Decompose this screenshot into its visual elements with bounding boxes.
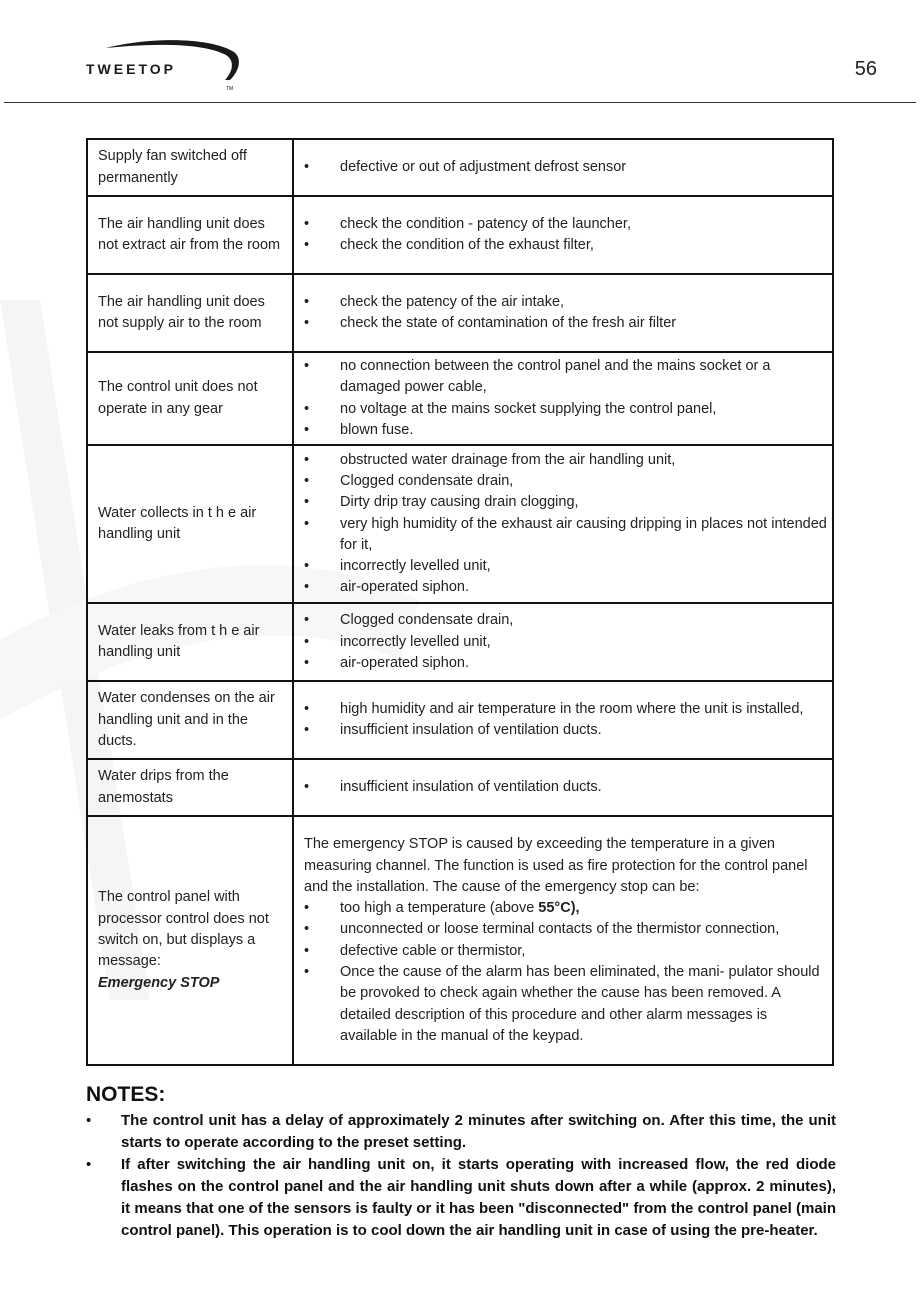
cause-list bbox=[304, 450, 828, 599]
cause-item: • check the condition of the exhaust filter, bbox=[304, 235, 828, 256]
cause-item: • check the state of contamination of the fresh air filter bbox=[304, 313, 828, 334]
emergency-stop-label: Emergency STOP bbox=[98, 974, 220, 991]
cause-cell bbox=[293, 445, 833, 603]
cause-list bbox=[304, 157, 828, 178]
table-row bbox=[87, 603, 833, 681]
cause-cell bbox=[293, 274, 833, 352]
cause-list bbox=[304, 610, 828, 674]
page-header bbox=[0, 0, 920, 104]
cause-list bbox=[304, 699, 828, 742]
page-number: 56 bbox=[854, 58, 877, 80]
note-item: • If after switching the air handling unit on, it starts operating with increased flow, the red diode flashes on the control panel and the air handling unit shuts down after a while (approx. 2 minutes), it means that one of the sensors is faulty or it has been "disconnected" from the control panel (main control panel). This operation is to cool down the air handling unit in case of using the pre-heater. bbox=[86, 1154, 836, 1242]
problem-cell: Water collects in t h e air handling unit bbox=[87, 445, 293, 603]
cause-cell bbox=[293, 603, 833, 681]
problem-text: The control panel with processor control does not switch on, but displays a message: bbox=[98, 889, 269, 970]
logo-text: TWEETOP bbox=[86, 61, 176, 77]
cause-item: • check the patency of the air intake, bbox=[304, 292, 828, 313]
cause-list bbox=[304, 214, 828, 257]
problem-cell: Supply fan switched off permanently bbox=[87, 139, 293, 196]
cause-cell bbox=[293, 352, 833, 445]
cause-item: • insufficient insulation of ventilation ducts. bbox=[304, 777, 828, 798]
cause-item: • obstructed water drainage from the air handling unit, bbox=[304, 450, 828, 471]
troubleshooting-table-body bbox=[87, 139, 833, 1065]
problem-cell: Water leaks from t h e air handling unit bbox=[87, 603, 293, 681]
problem-cell bbox=[87, 816, 293, 1065]
troubleshooting-table bbox=[86, 138, 834, 1066]
temp-value: 55°C), bbox=[538, 900, 580, 917]
table-row bbox=[87, 139, 833, 196]
table-row bbox=[87, 352, 833, 445]
tweetop-logo bbox=[84, 36, 244, 92]
cause-item: • defective cable or thermistor, bbox=[304, 941, 828, 962]
header-divider bbox=[4, 102, 916, 103]
cause-item: • Once the cause of the alarm has been eliminated, the mani- pulator should be provoked to check again whether the cause has been removed. A detailed description of this procedure and other alarm messages is available in the manual of the keypad. bbox=[304, 962, 828, 1047]
cause-item: • check the condition - patency of the launcher, bbox=[304, 214, 828, 235]
problem-cell: Water condenses on the air handling unit and in the ducts. bbox=[87, 681, 293, 759]
note-item: • The control unit has a delay of approximately 2 minutes after switching on. After this time, the unit starts to operate according to the preset setting. bbox=[86, 1110, 836, 1154]
cause-item bbox=[304, 898, 828, 919]
table-row bbox=[87, 759, 833, 816]
cause-item: • air-operated siphon. bbox=[304, 577, 828, 598]
problem-cell: Water drips from the anemostats bbox=[87, 759, 293, 816]
emergency-intro: The emergency STOP is caused by exceeding the temperature in a given measuring channel. The function is used as fire protection for the control panel and the installation. The cause of the emergency stop can be: bbox=[304, 836, 808, 895]
notes-title: NOTES: bbox=[86, 1083, 166, 1106]
cause-item: • Clogged condensate drain, bbox=[304, 471, 828, 492]
problem-cell: The air handling unit does not extract air from the room bbox=[87, 196, 293, 274]
cause-item: • high humidity and air temperature in the room where the unit is installed, bbox=[304, 699, 828, 720]
table-row-emergency bbox=[87, 816, 833, 1065]
cause-item: • air-operated siphon. bbox=[304, 653, 828, 674]
cause-cell bbox=[293, 816, 833, 1065]
cause-list bbox=[304, 777, 828, 798]
cause-item: • Dirty drip tray causing drain clogging, bbox=[304, 492, 828, 513]
cause-item: • incorrectly levelled unit, bbox=[304, 556, 828, 577]
table-row bbox=[87, 681, 833, 759]
cause-item: • blown fuse. bbox=[304, 420, 828, 441]
svg-text:TM: TM bbox=[226, 86, 234, 92]
cause-item: • no voltage at the mains socket supplying the control panel, bbox=[304, 399, 828, 420]
cause-cell bbox=[293, 139, 833, 196]
problem-cell: The air handling unit does not supply air to the room bbox=[87, 274, 293, 352]
cause-item: • no connection between the control panel and the mains socket or a damaged power cable, bbox=[304, 356, 828, 399]
cause-item: • incorrectly levelled unit, bbox=[304, 632, 828, 653]
cause-item: • Clogged condensate drain, bbox=[304, 610, 828, 631]
temp-prefix: too high a temperature (above bbox=[340, 900, 539, 917]
cause-item: • insufficient insulation of ventilation ducts. bbox=[304, 720, 828, 741]
cause-cell bbox=[293, 681, 833, 759]
cause-cell bbox=[293, 759, 833, 816]
cause-list bbox=[304, 898, 828, 1047]
notes-list bbox=[86, 1110, 836, 1242]
notes-section bbox=[86, 1083, 836, 1242]
cause-item: • very high humidity of the exhaust air causing dripping in places not intended for it, bbox=[304, 514, 828, 557]
cause-list bbox=[304, 292, 828, 335]
cause-item: • unconnected or loose terminal contacts of the thermistor connection, bbox=[304, 919, 828, 940]
table-row bbox=[87, 274, 833, 352]
table-row bbox=[87, 445, 833, 603]
cause-cell bbox=[293, 196, 833, 274]
cause-list bbox=[304, 356, 828, 441]
cause-item: • defective or out of adjustment defrost sensor bbox=[304, 157, 828, 178]
table-row bbox=[87, 196, 833, 274]
problem-cell: The control unit does not operate in any gear bbox=[87, 352, 293, 445]
